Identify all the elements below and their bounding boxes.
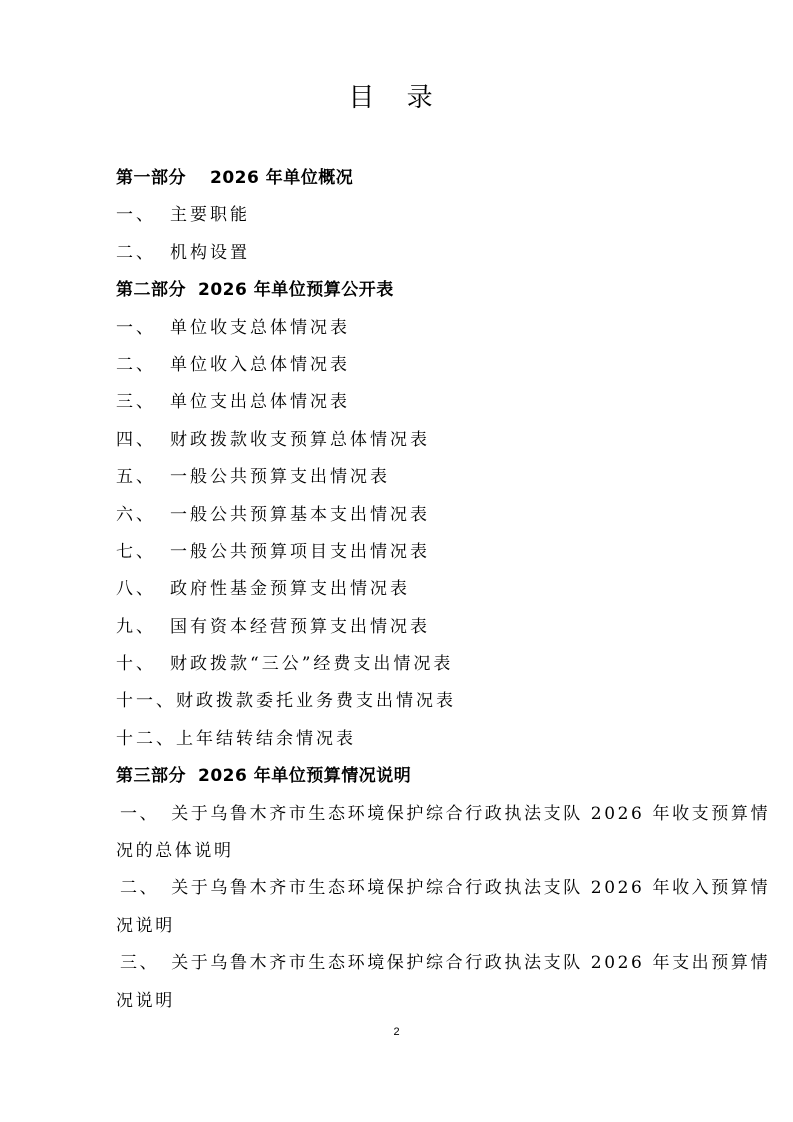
toc-item-number: 十一、	[116, 691, 176, 712]
toc-item-label: 政府性基金预算支出情况表	[170, 579, 410, 600]
toc-item-number: 一、	[120, 803, 160, 824]
part-1-title: 2026 年单位概况	[210, 168, 354, 188]
toc-item-label: 上年结转结余情况表	[176, 728, 356, 749]
toc-item-label: 国有资本经营预算支出情况表	[170, 616, 430, 637]
toc-item[interactable]	[116, 571, 716, 608]
table-of-contents	[116, 160, 771, 1020]
toc-item[interactable]	[116, 534, 716, 571]
toc-item[interactable]	[116, 197, 716, 234]
toc-item-number: 九、	[116, 616, 156, 637]
toc-description-item[interactable]	[116, 945, 771, 1020]
toc-item[interactable]	[116, 609, 716, 646]
toc-item[interactable]	[116, 459, 716, 496]
toc-item-label: 财政拨款收支预算总体情况表	[170, 429, 430, 450]
toc-item-label: 机构设置	[170, 242, 250, 263]
toc-item-label: 单位收入总体情况表	[170, 354, 350, 375]
toc-item-label-line2: 况说明	[116, 915, 175, 936]
part-2-label: 第二部分	[116, 280, 186, 301]
toc-item-number: 八、	[116, 579, 156, 600]
page-title: 目 录	[348, 83, 445, 113]
toc-item-label-line1: 关于乌鲁木齐市生态环境保护综合行政执法支队 2026 年收入预算情	[171, 878, 771, 899]
part-2-heading[interactable]	[116, 272, 716, 309]
toc-item-label-line2: 况的总体说明	[116, 841, 234, 862]
part-1-heading[interactable]	[116, 160, 716, 197]
toc-item-number: 十二、	[116, 728, 176, 749]
part-1-label: 第一部分	[116, 168, 186, 188]
page-number: 2	[393, 1026, 400, 1038]
toc-item-number: 二、	[116, 242, 156, 263]
toc-item[interactable]	[116, 646, 716, 683]
toc-item-number: 一、	[116, 317, 156, 338]
toc-item-number: 二、	[116, 354, 156, 375]
toc-item[interactable]	[116, 310, 716, 347]
toc-item-label-line1: 关于乌鲁木齐市生态环境保护综合行政执法支队 2026 年收支预算情	[171, 803, 771, 824]
toc-item-number: 六、	[116, 504, 156, 525]
toc-item-label: 一般公共预算基本支出情况表	[170, 504, 430, 525]
toc-item-number: 二、	[120, 878, 160, 899]
toc-item[interactable]	[116, 235, 716, 272]
toc-item-label: 财政拨款委托业务费支出情况表	[176, 691, 456, 712]
toc-item-number: 三、	[120, 953, 160, 974]
toc-description-item[interactable]	[116, 796, 771, 871]
toc-item[interactable]	[116, 422, 716, 459]
toc-item-number: 四、	[116, 429, 156, 450]
toc-item-label-line1: 关于乌鲁木齐市生态环境保护综合行政执法支队 2026 年支出预算情	[171, 953, 771, 974]
toc-item-label: 一般公共预算项目支出情况表	[170, 541, 430, 562]
part-3-heading[interactable]	[116, 758, 716, 795]
toc-item-number: 十、	[116, 654, 156, 675]
toc-item[interactable]	[116, 347, 716, 384]
toc-item-label-line2: 况说明	[116, 990, 175, 1011]
toc-item-label: 单位支出总体情况表	[170, 392, 350, 413]
toc-item-number: 七、	[116, 541, 156, 562]
toc-item[interactable]	[116, 384, 716, 421]
part-2-title: 2026 年单位预算公开表	[198, 280, 394, 301]
part-3-title: 2026 年单位预算情况说明	[198, 766, 412, 787]
toc-item-number: 五、	[116, 467, 156, 488]
toc-item-label: 一般公共预算支出情况表	[170, 467, 390, 488]
toc-item[interactable]	[116, 683, 716, 720]
toc-item-number: 一、	[116, 205, 156, 226]
toc-item[interactable]	[116, 497, 716, 534]
toc-item-label: 单位收支总体情况表	[170, 317, 350, 338]
toc-item[interactable]	[116, 721, 716, 758]
toc-description-item[interactable]	[116, 870, 771, 945]
toc-item-label: 财政拨款“三公”经费支出情况表	[170, 654, 454, 675]
part-3-label: 第三部分	[116, 766, 186, 787]
toc-item-label: 主要职能	[170, 205, 250, 226]
toc-item-number: 三、	[116, 392, 156, 413]
